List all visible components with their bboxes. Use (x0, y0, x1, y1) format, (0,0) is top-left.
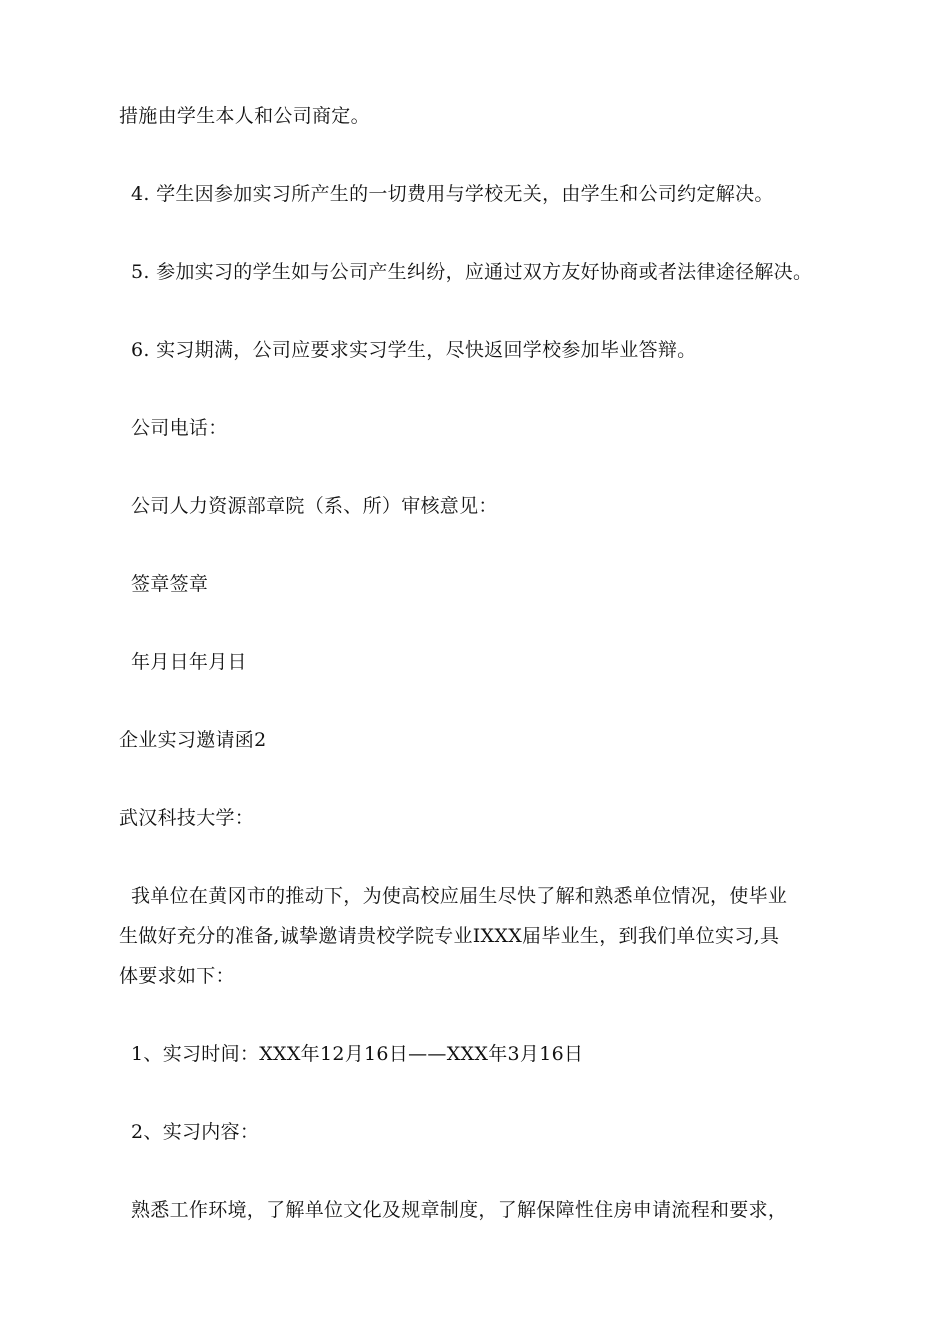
signature-label: 签章签章 (131, 573, 209, 595)
internship-content-heading: 2、实习内容： (131, 1121, 260, 1143)
body-paragraph-line-3: 体要求如下： (119, 965, 235, 987)
company-phone-label: 公司电话： (131, 417, 228, 439)
list-item-5: 5. 参加实习的学生如与公司产生纠纷，应通过双方友好协商或者法律途径解决。 (131, 261, 813, 283)
internship-time: 1、实习时间：XXX年12月16日——XXX年3月16日 (131, 1043, 584, 1065)
list-item-6: 6. 实习期满，公司应要求实习学生，尽快返回学校参加毕业答辩。 (131, 339, 697, 361)
body-paragraph-line-2: 生做好充分的准备,诚挚邀请贵校学院专业IXXX届毕业生，到我们单位实习,具 (119, 925, 780, 947)
review-opinion-label: 公司人力资源部章院（系、所）审核意见： (131, 495, 498, 517)
list-item-4: 4. 学生因参加实习所产生的一切费用与学校无关，由学生和公司约定解决。 (131, 183, 774, 205)
salutation: 武汉科技大学： (119, 807, 255, 829)
internship-content-line: 熟悉工作环境，了解单位文化及规章制度，了解保障性住房申请流程和要求， (131, 1199, 788, 1221)
date-label: 年月日年月日 (131, 651, 247, 673)
body-paragraph-line-1: 我单位在黄冈市的推动下，为使高校应届生尽快了解和熟悉单位情况，使毕业 (131, 885, 788, 907)
section-title: 企业实习邀请函2 (119, 729, 267, 751)
paragraph-line-measures: 措施由学生本人和公司商定。 (119, 105, 370, 127)
